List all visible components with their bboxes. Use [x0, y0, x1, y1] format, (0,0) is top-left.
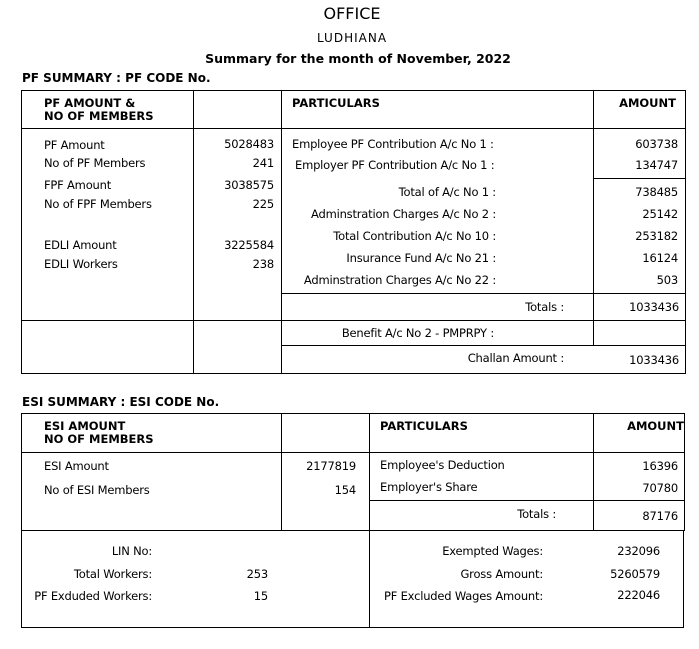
pf-particular-label: Total of A/c No 1 : — [398, 185, 496, 199]
footer-left-value: 15 — [253, 589, 268, 603]
esi-header-amount-members-line1: ESI AMOUNT — [44, 419, 126, 433]
pf-header-amount-members-line2: NO OF MEMBERS — [44, 109, 154, 123]
pf-left-value: 3038575 — [224, 178, 274, 192]
esi-totals-label: Totals : — [517, 507, 556, 521]
esi-left-value: 154 — [334, 483, 356, 497]
pf-totals-label: Totals : — [525, 300, 564, 314]
pf-particular-label: Employee PF Contribution A/c No 1 : — [292, 137, 494, 151]
pf-particular-amount: 25142 — [642, 207, 678, 221]
pf-particular-label: Adminstration Charges A/c No 22 : — [303, 273, 496, 287]
pf-left-label: EDLI Amount — [44, 238, 117, 252]
pf-particular-amount: 738485 — [635, 185, 678, 199]
esi-section-title: ESI SUMMARY : ESI CODE No. — [22, 395, 220, 409]
esi-particular-amount: 16396 — [642, 459, 678, 473]
pf-particular-amount: 603738 — [635, 137, 678, 151]
footer-right-label: Gross Amount: — [460, 567, 543, 581]
pf-section-title: PF SUMMARY : PF CODE No. — [22, 71, 211, 85]
pf-left-label: PF Amount — [44, 138, 105, 152]
pf-particular-label: Total Contribution A/c No 10 : — [333, 229, 496, 243]
esi-header-particulars: PARTICULARS — [380, 419, 468, 433]
summary-title: Summary for the month of November, 2022 — [205, 51, 511, 66]
pf-header-amount: AMOUNT — [619, 96, 676, 110]
esi-header-amount: AMOUNT — [627, 419, 684, 433]
pf-left-value: 241 — [252, 156, 274, 170]
pf-left-label: No of PF Members — [44, 156, 146, 170]
pf-particular-amount: 253182 — [635, 229, 678, 243]
pf-left-value: 238 — [252, 257, 274, 271]
pf-particular-amount: 16124 — [642, 251, 678, 265]
pf-particular-label: Adminstration Charges A/c No 2 : — [311, 207, 496, 221]
footer-right-label: Exempted Wages: — [442, 544, 543, 558]
pf-left-value: 3225584 — [224, 238, 274, 252]
pf-left-label: FPF Amount — [44, 178, 112, 192]
pf-benefit-label: Benefit A/c No 2 - PMPRPY : — [341, 326, 494, 340]
footer-left-label: LIN No: — [111, 544, 152, 558]
pf-totals-amount: 1033436 — [629, 300, 679, 314]
pf-challan-amount: 1033436 — [629, 353, 679, 367]
footer-left-label: Total Workers: — [73, 567, 152, 581]
pf-left-value: 5028483 — [224, 137, 274, 151]
pf-challan-label: Challan Amount : — [467, 351, 564, 365]
pf-particular-label: Employer PF Contribution A/c No 1 : — [295, 158, 495, 172]
footer-right-value: 5260579 — [610, 567, 660, 581]
esi-particular-label: Employee's Deduction — [380, 458, 505, 472]
footer-left-label: PF Exduded Workers: — [34, 589, 152, 603]
footer-right-value: 222046 — [617, 588, 660, 602]
footer-right-value: 232096 — [617, 544, 660, 558]
office-city: LUDHIANA — [316, 31, 388, 45]
pf-particular-label: Insurance Fund A/c No 21 : — [346, 251, 496, 265]
esi-header-amount-members-line2: NO OF MEMBERS — [44, 432, 154, 446]
pf-header-particulars: PARTICULARS — [292, 96, 380, 110]
pf-left-label: No of FPF Members — [44, 197, 152, 211]
esi-left-value: 2177819 — [306, 459, 356, 473]
pf-left-label: EDLI Workers — [44, 257, 118, 271]
pf-left-value: 225 — [252, 197, 274, 211]
pf-header-amount-members-line1: PF AMOUNT & — [44, 96, 136, 110]
pf-particular-amount: 503 — [656, 273, 678, 287]
esi-particular-amount: 70780 — [642, 481, 678, 495]
esi-totals-amount: 87176 — [642, 509, 678, 523]
esi-left-label: No of ESI Members — [44, 483, 150, 497]
footer-right-label: PF Excluded Wages Amount: — [384, 589, 543, 603]
pf-particular-amount: 134747 — [635, 158, 678, 172]
office-title: OFFICE — [323, 4, 381, 23]
esi-particular-label: Employer's Share — [380, 480, 478, 494]
footer-left-value: 253 — [246, 567, 268, 581]
esi-left-label: ESI Amount — [44, 459, 109, 473]
